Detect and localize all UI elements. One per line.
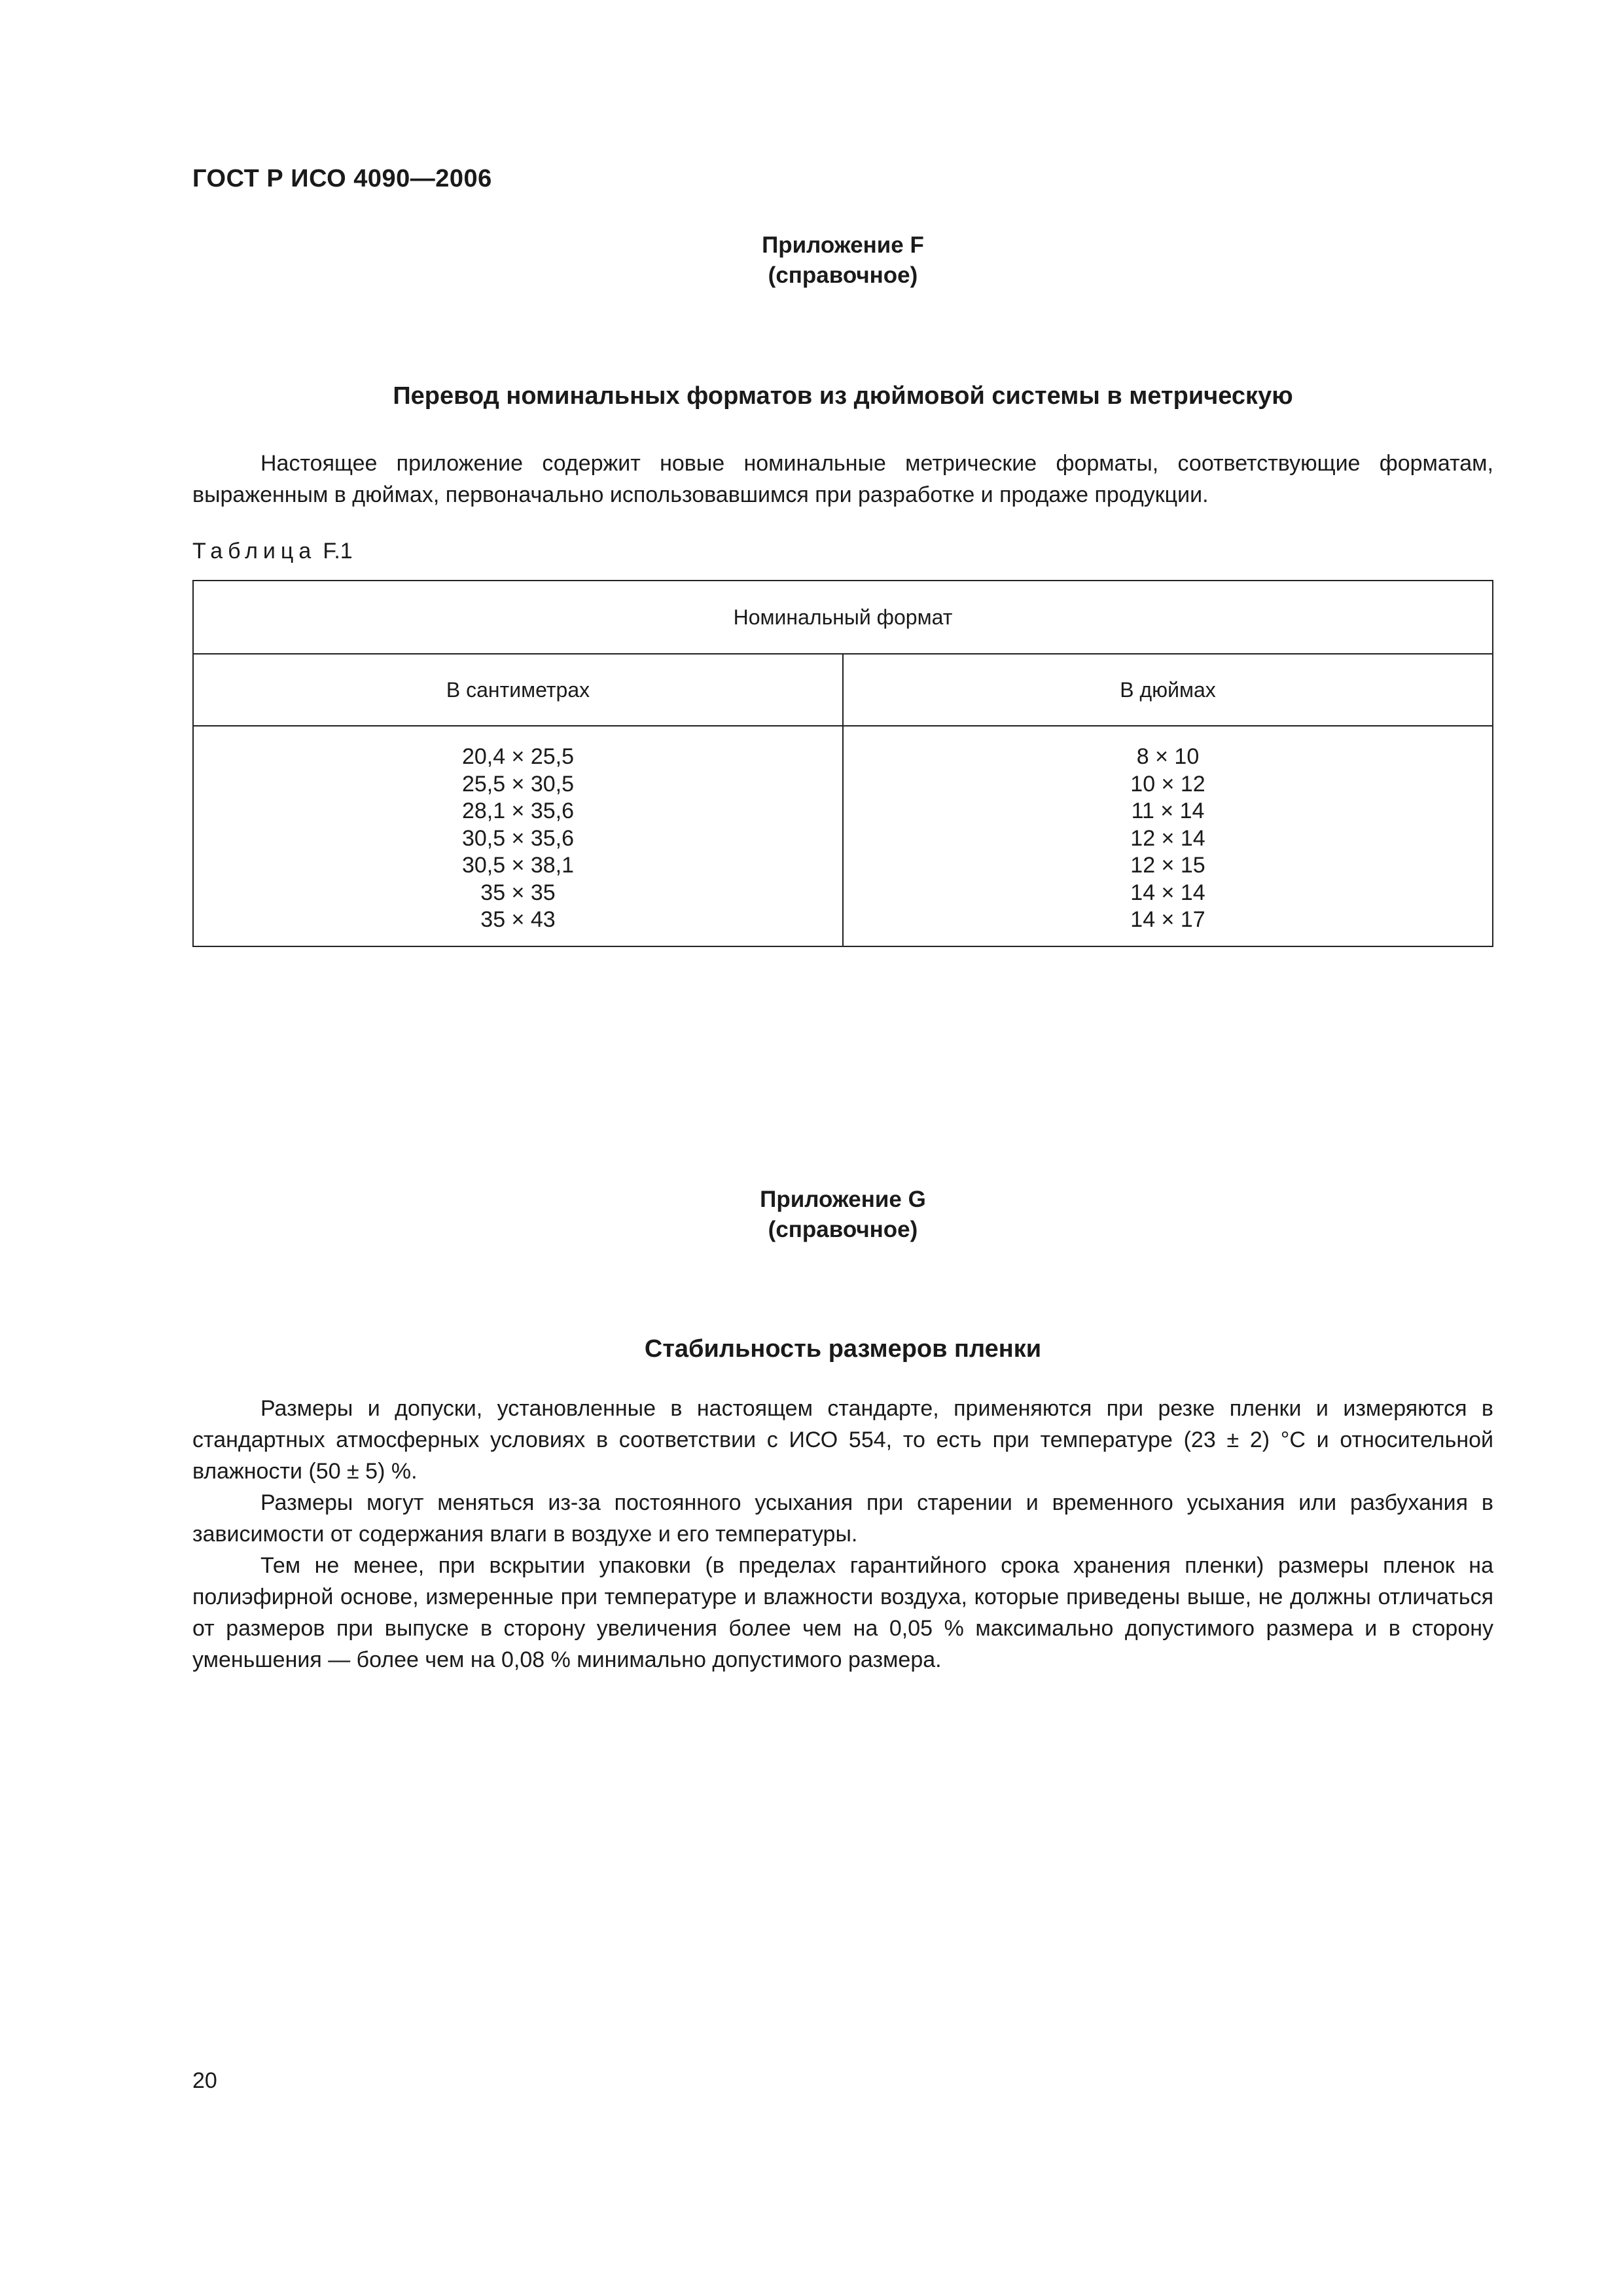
page-number: 20: [192, 2068, 217, 2093]
table-cell-cm: 28,1 × 35,6: [461, 798, 575, 823]
table-header-nominal-format: Номинальный формат: [193, 581, 1493, 654]
table-cell-in: 12 × 15: [1130, 853, 1205, 878]
annex-f-paragraph-block: [192, 448, 1493, 511]
annex-g-status: (справочное): [768, 1217, 918, 1242]
inches-column: [843, 726, 1493, 946]
table-cell-cm: 30,5 × 35,6: [461, 825, 575, 851]
annex-f-paragraph: Настоящее приложение содержит новые номинальные метрические форматы, соответствующие форматам, выраженным в дюймах, первоначально использовавшимся при разработке и продаже продукции.: [192, 451, 1493, 507]
table-cell-cm: 35 × 35: [480, 880, 556, 905]
annex-g-heading: Стабильность размеров пленки: [644, 1335, 1042, 1363]
annex-g-paragraph-2: Размеры могут меняться из-за постоянного усыхания при старении и временного усыхания или разбухания в зависимости от содержания влаги в воздухе и его температуры.: [192, 1490, 1493, 1547]
table-caption-number: F.1: [323, 539, 353, 564]
table-caption: [192, 539, 353, 564]
annex-g-paragraph-1: Размеры и допуски, установленные в настоящем стандарте, применяются при резке пленки и измеряются в стандартных атмосферных условиях в соответствии с ИСО 554, то есть при температуре (23 ± 2) °С и относительной влажности (50 ± 5) %.: [192, 1396, 1493, 1484]
table-cell-in: 10 × 12: [1130, 771, 1205, 797]
table-header-row: [193, 581, 1493, 654]
document-code: ГОСТ Р ИСО 4090—2006: [192, 165, 492, 192]
column-header-inches: В дюймах: [843, 654, 1493, 726]
table-caption-label: Таблица: [192, 539, 317, 564]
annex-f-title-block: [192, 230, 1493, 291]
table-cell-in: 12 × 14: [1130, 825, 1205, 851]
annex-f-title: Приложение F: [762, 232, 924, 258]
table-cell-cm: 20,4 × 25,5: [461, 744, 575, 769]
annex-f-heading: Перевод номинальных форматов из дюймовой системы в метрическую: [393, 382, 1293, 410]
annex-g-paragraph-3: Тем не менее, при вскрытии упаковки (в пределах гарантийного срока хранения пленки) размеры пленок на полиэфирной основе, измеренные при температуре и влажности воздуха, которые приведены выше, не должны отличаться от размеров при выпуске в сторону увеличения более чем на 0,05 % максимально допустимого размера и в сторону уменьшения — более чем на 0,08 % минимально допустимого размера.: [192, 1553, 1493, 1672]
table-cell-in: 14 × 17: [1130, 907, 1205, 932]
table-cell-in: 14 × 14: [1130, 880, 1205, 905]
annex-g-title: Приложение G: [760, 1187, 926, 1212]
table-cell-cm: 30,5 × 38,1: [461, 853, 575, 878]
table-data-row: [193, 726, 1493, 946]
column-header-centimeters: В сантиметрах: [193, 654, 843, 726]
formats-table: [192, 580, 1493, 947]
annex-g-body: [192, 1393, 1493, 1676]
table-cell-in: 11 × 14: [1131, 798, 1205, 823]
table-cell-in: 8 × 10: [1136, 744, 1200, 769]
table-subheader-row: [193, 654, 1493, 726]
table-cell-cm: 25,5 × 30,5: [461, 771, 575, 797]
annex-f-status: (справочное): [768, 262, 918, 288]
centimeters-column: [193, 726, 843, 946]
annex-g-title-block: [192, 1185, 1493, 1245]
table-cell-cm: 35 × 43: [480, 907, 556, 932]
